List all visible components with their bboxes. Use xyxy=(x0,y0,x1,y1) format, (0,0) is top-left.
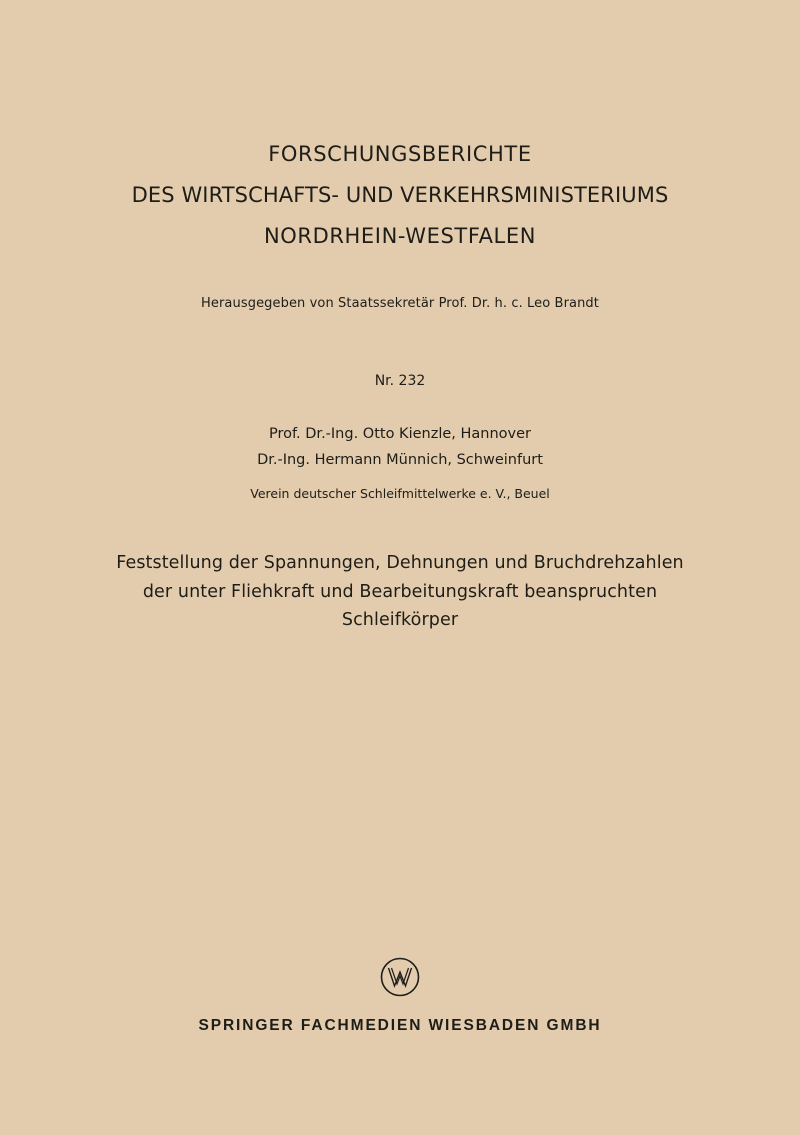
book-title-line-1: Feststellung der Spannungen, Dehnungen und Bruchdrehzahlen xyxy=(116,553,684,573)
series-title-line-2: DES WIRTSCHAFTS- UND VERKEHRSMINISTERIUMS xyxy=(131,183,669,207)
book-title-line-2: der unter Fliehkraft und Bearbeitungskraft beanspruchten xyxy=(142,582,658,602)
series-title-line-3: NORDRHEIN-WESTFALEN xyxy=(263,224,537,248)
series-title-line-1: FORSCHUNGSBERICHTE xyxy=(268,142,532,166)
affiliation: Verein deutscher Schleifmittelwerke e. V., Beuel xyxy=(250,486,550,501)
author-2: Dr.-Ing. Hermann Münnich, Schweinfurt xyxy=(257,452,543,468)
publisher-logo-icon xyxy=(380,957,420,997)
volume-number: Nr. 232 xyxy=(374,373,426,389)
author-1: Prof. Dr.-Ing. Otto Kienzle, Hannover xyxy=(269,426,531,442)
editor-line: Herausgegeben von Staatssekretär Prof. Dr. h. c. Leo Brandt xyxy=(201,296,599,311)
publisher-name: SPRINGER FACHMEDIEN WIESBADEN GMBH xyxy=(198,1017,602,1034)
book-title-line-3: Schleifkörper xyxy=(341,610,459,630)
